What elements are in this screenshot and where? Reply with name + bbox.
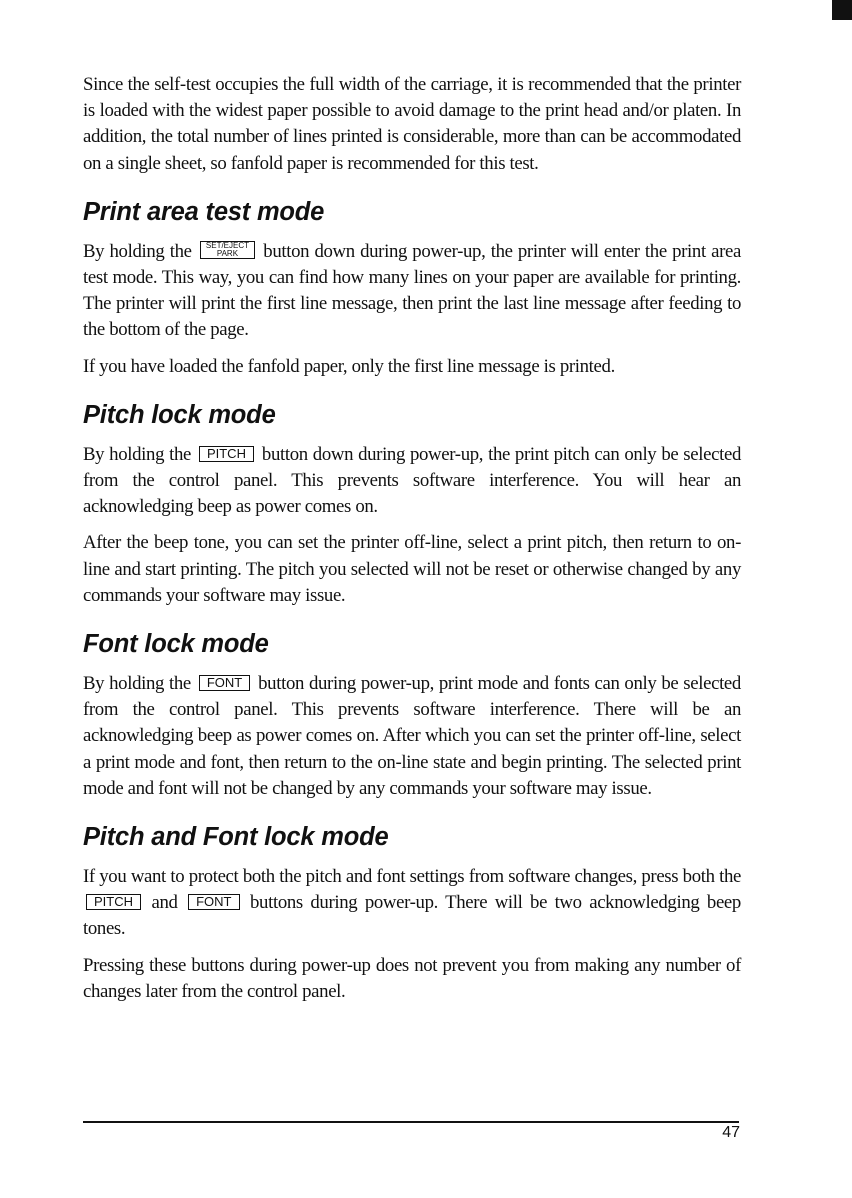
- text-run: button down during power-up, the printer will enter the print area test mode. This way, you can find how many lines on your paper are available for printing. The printer will print the first line message, then print the last line message after feeding to the bottom of the page.: [83, 240, 741, 341]
- font-lock-paragraph-1: [83, 671, 741, 802]
- text-run: button down during power-up, the print pitch can only be selected from the control panel. This prevents software interference. You will hear an acknowledging beep as power comes on.: [83, 443, 741, 518]
- text-run: button during power-up, print mode and fonts can only be selected from the control panel. This prevents software interference. There will be an acknowledging beep as power comes on. After which you can set the printer off-line, select a print mode and font, then return to the on-line state and begin printing. The selected print mode and font will not be changed by any commands your software may issue.: [83, 673, 741, 799]
- page-content: [83, 72, 741, 1005]
- set-eject-park-key: [200, 241, 255, 259]
- pitch-key: PITCH: [199, 446, 254, 462]
- print-area-paragraph-1: [83, 239, 741, 344]
- key-label-top: SET/EJECT: [205, 240, 250, 250]
- page-number: 47: [722, 1124, 740, 1141]
- text-run: By holding the: [83, 443, 191, 465]
- font-key: FONT: [188, 894, 239, 910]
- pitch-lock-paragraph-1: [83, 442, 741, 521]
- key-label-bottom: PARK: [216, 248, 239, 258]
- text-run: By holding the: [83, 673, 191, 695]
- footer-rule: [83, 1121, 739, 1123]
- pitch-font-lock-paragraph-1: [83, 864, 741, 943]
- pitch-font-lock-paragraph-2: Pressing these buttons during power-up does not prevent you from making any number of changes later from the control panel.: [83, 954, 741, 1002]
- pitch-lock-paragraph-2: After the beep tone, you can set the printer off-line, select a print pitch, then return to on-line and start printing. The pitch you selected will not be reset or otherwise changed by any commands your software may issue.: [83, 532, 741, 606]
- corner-registration-mark: [832, 0, 852, 20]
- pitch-key: PITCH: [86, 894, 141, 910]
- section-heading-print-area: Print area test mode: [83, 197, 325, 226]
- text-run: and: [151, 892, 178, 914]
- text-run: If you want to protect both the pitch and font settings from software changes, press both the: [83, 866, 741, 888]
- text-run: buttons during power-up. There will be two acknowledging beep tones.: [83, 892, 741, 940]
- font-key: FONT: [199, 675, 250, 691]
- intro-paragraph: Since the self-test occupies the full width of the carriage, it is recommended that the printer is loaded with the widest paper possible to avoid damage to the print head and/or platen. In addition, the total number of lines printed is considerable, more than can be accommodated on a single sheet, so fanfold paper is recommended for this test.: [83, 74, 741, 174]
- section-heading-pitch-lock: Pitch lock mode: [83, 400, 276, 429]
- section-heading-font-lock: Font lock mode: [83, 630, 269, 659]
- print-area-paragraph-2: If you have loaded the fanfold paper, only the first line message is printed.: [83, 355, 615, 377]
- section-heading-pitch-font-lock: Pitch and Font lock mode: [83, 823, 389, 852]
- text-run: By holding the: [83, 240, 192, 262]
